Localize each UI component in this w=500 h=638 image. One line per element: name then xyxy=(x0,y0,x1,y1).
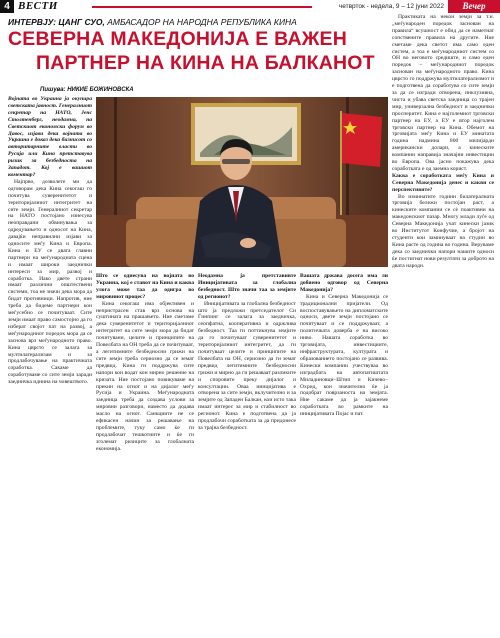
article-byline: Пишува: НИКИЕ БОЖИНОВСКА xyxy=(40,87,134,93)
ambassador-photo-image xyxy=(96,97,388,267)
question-north-macedonia: Вашата држава досега има ли добиено одговор од Северна Македонија? xyxy=(300,273,388,293)
section-name: ВЕСТИ xyxy=(18,0,58,12)
answer-global-security: Иницијативата за глобална безбедност што ја предложи претседателот Си Ѓинпинг се залага за заедничка, сеопфатна, кооперативна и одржлива безбедност. Таа ги поттикнува земјите да го почитуваат суверенитетот и територијалниот интегритет, да ги почитуваат целите и принципите на Повелбата на ОН, сериозно да ги земат предвид легитимните безбедносни грижи и мирно да ги решаваат разликите и споровите преку дијалог и консултации. Оваа иницијатива е отворена за сите земји, вклучително и за земјите од Западен Балкан, кои исто така имаат интерес за мир и стабилност во регионот. Кина е подготвена да ја продлабочи соработката за да придонесе за трајна безбедност. xyxy=(198,300,296,431)
answer-paragraph: Најпрво, дозволете ми да одговорам дека Кина секогаш го почитува суверенитетот и територијалниот интегритет на сите земји. Генералниот секретар на НАТО постојано изнесува неоправдани обвинувања за одредувањето и односот на Кина, давајќи неправилни изјави за односите меѓу Кина и Европа. Кина и ЕУ се двата главни партнери на меѓународната сцена и имаат широки заеднички интереси за мир, развој и соработка. Иако двете страни имаат различни општествени системи, тоа не значи дека мора да бидат противници. Напротив, ние треба да бидеме партнери кои меѓусебно се почитуваат. Сите земји имаат право самостојно да го изберат својот пат на развој, а меѓународниот поредок мора да се заснова врз меѓународното право. Кина цврсто се залага за мултилатерализам и за продлабочување на практичната соработка. Сакаме да соработуваме со сите земји заради заедничка иднина на човештвото. xyxy=(8,178,92,386)
text-column-1 xyxy=(8,96,92,635)
page-number: 4 xyxy=(0,0,14,13)
answer-ukraine: Кина секогаш има објективен и непристрасен став врз основа на суштината на прашањето. Ние сметаме дека суверенитетот и територијалниот интегритет на сите земји мора да бидат почитувани, целите и принципите на Повелбата на ОН треба да се почитуваат, а легитимните безбедносни грижи на сите земји треба сериозно да се земат предвид. Кина ги поддржува сите напори кои водат кон мирно решение на кризата. Ние постојано повикуваме на прекин на огнот и на дијалог меѓу Русија и Украина. Меѓународната заедница треба да создава услови за мировни разговори, наместо да додава масло на огнот. Санкциите не се ефикасен начин за решавање на проблемите, туку само ќе ги продлабочат тешкотиите и ќе ги зголемат ризиците за глобалната економија. xyxy=(96,300,194,452)
text-column-2 xyxy=(96,273,194,635)
right-text-column xyxy=(392,14,494,634)
headline-line-1: СЕВЕРНА МАКЕДОНИЈА Е ВАЖЕН xyxy=(8,28,348,50)
right-column-question: Каква е соработката меѓу Кина и Северна Македонија денес и какви се перспективите? xyxy=(392,172,494,193)
overline-ambassador-title: АМБАСАДОР НА НАРОДНА РЕПУБЛИКА КИНА xyxy=(104,17,297,27)
page-header xyxy=(0,0,500,13)
opening-question: Војната во Украина ја окупира светската јавност. Генералниот секретар на НАТО, Јенс Столтенберг, неодамна, на Светскиот економски форум во Давос, изјави дека војната во Украина е доказ дека бизнисот со авторитарните власти во Русија или Кина претставува ризик за безбедноста на Западот. Кој е вашиот коментар? xyxy=(8,96,92,178)
photo-caption xyxy=(96,267,388,272)
ambassador-photo xyxy=(96,97,388,267)
right-column-paragraph: Практиката на некои земји за т.н. „меѓународен поредок заснован на правила“ всушност е обид да се наметнат сопствените правила на другите. Ние сметаме дека светот има само еден систем, а тоа е меѓународниот систем со ОН во неговото средиште, и само еден поредок – меѓународниот поредок заснован на меѓународното право. Кина цврсто го поддржува мултилатерализмот и е подготвена да соработува со сите земји за да се изгради отворена, инклузивна, чиста и убава светска заедница со трајен мир, универзална безбедност и заеднички просперитет. Кина е најголемиот трговски партнер на ЕУ, а ЕУ е втор најголем трговски партнер на Кина. Обемот на трговијата меѓу Кина и ЕУ минатата година надмина 800 милијарди американски долари, а кинеските компании направија значајни инвестиции во Европа. Ова јасно покажува дека соработката е од заемна корист. xyxy=(392,14,494,172)
newspaper-logo: Вечер xyxy=(448,0,500,13)
header-rule xyxy=(92,6,312,8)
text-column-4 xyxy=(300,273,388,635)
answer-north-macedonia: Кина и Северна Македонија се традиционални пријатели. Од воспоставувањето на дипломатските односи, двете земји постојано се почитуваат и се поддржуваат, а политичката доверба е на високо ниво. Нашата соработка во трговијата, инвестициите, инфраструктурата, културата и образованието постојано се развива. Кинески компании учествуваа во изградбата на автопатиштата Миладиновци–Штип и Кичево–Охрид, кои значително ќе ја подобрат поврзаноста на земјата. Ние сакаме да ја зајакнеме соработката во рамките на иницијативата Појас и пат. xyxy=(300,293,388,418)
overline-interview-label: ИНТЕРВЈУ: ЦАНГ СУО, xyxy=(8,17,105,27)
headline-line-2: ПАРТНЕР НА КИНА НА БАЛКАНОТ xyxy=(36,52,375,74)
question-global-security: Неодамна ја претставивте Иницијативата за глобална безбедност. Што значи таа за земјите од регионот? xyxy=(198,273,296,300)
question-ukraine: Што се однесува на војната во Украина, кој е ставот на Кина и каква улога може таа да одигра во мировниот процес? xyxy=(96,273,194,300)
text-column-3 xyxy=(198,273,296,635)
right-column-answer: Во изминатите години билатералната трговија бележи постојан раст, а кинеските компании се сè поактивни на македонскиот пазар. Многу млади луѓе од Северна Македонија учат кинески јазик во Институтот Конфучие, а бројот на студенти кои заминуваат на студии во Кина расте од година во година. Веруваме дека со заеднички напори нашите односи ќе постигнат нови резултати за доброто на двата народи. xyxy=(392,193,494,269)
issue-date: четврток - недела, 9 – 12 јуни 2022 xyxy=(338,3,444,10)
